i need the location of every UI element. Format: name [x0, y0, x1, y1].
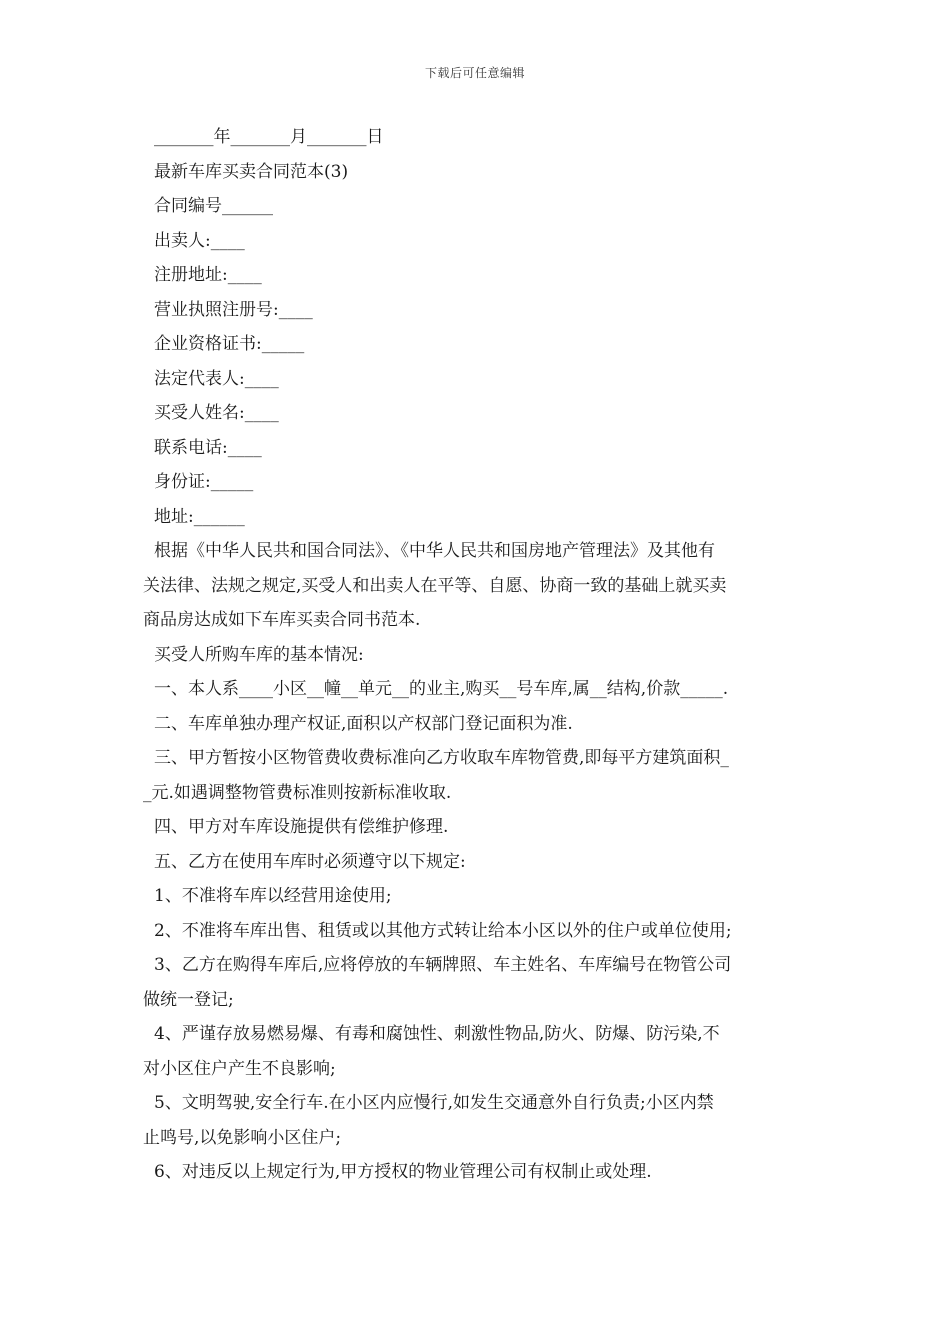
- rule-4-line-2: 对小区住户产生不良影响;: [143, 1058, 336, 1079]
- intro-line-2: 关法律、法规之规定,买受人和出卖人在平等、自愿、协商一致的基础上就买卖: [143, 575, 727, 596]
- clause-3-line-1: 三、甲方暂按小区物管费收费标准向乙方收取车库物管费,即每平方建筑面积_: [154, 748, 729, 768]
- qualification-certificate-field: 企业资格证书:_____: [154, 334, 305, 354]
- address-field: 地址:______: [154, 506, 245, 527]
- seller-field: 出卖人:____: [154, 230, 245, 251]
- clause-1: 一、本人系____小区__幢__单元__的业主,购买__号车库,属__结构,价款_____.: [154, 679, 729, 699]
- buyer-name-field: 买受人姓名:____: [154, 403, 279, 423]
- phone-field: 联系电话:____: [154, 437, 262, 458]
- contract-number-field: 合同编号______: [154, 196, 273, 216]
- clause-4: 四、甲方对车库设施提供有偿维护修理.: [154, 817, 449, 837]
- rule-6: 6、对违反以上规定行为,甲方授权的物业管理公司有权制止或处理.: [154, 1162, 652, 1182]
- rule-3-line-2: 做统一登记;: [143, 989, 234, 1010]
- rule-3-line-1: 3、乙方在购得车库后,应将停放的车辆牌照、车主姓名、车库编号在物管公司: [154, 955, 732, 975]
- basic-info-heading: 买受人所购车库的基本情况:: [154, 644, 364, 665]
- rule-5-line-1: 5、文明驾驶,安全行车.在小区内应慢行,如发生交通意外自行负责;小区内禁: [154, 1093, 714, 1113]
- intro-line-1: 根据《中华人民共和国合同法》、《中华人民共和国房地产管理法》及其他有: [154, 541, 715, 561]
- rule-1: 1、不准将车库以经营用途使用;: [154, 886, 392, 906]
- rule-4: [143, 1017, 815, 1086]
- rule-4-line-1: 4、严谨存放易燃易爆、有毒和腐蚀性、刺激性物品,防火、防爆、防污染,不: [154, 1024, 720, 1044]
- id-card-field: 身份证:_____: [154, 472, 254, 492]
- rule-3: [143, 948, 815, 1017]
- document-body: [143, 120, 815, 1190]
- clause-5: 五、乙方在使用车库时必须遵守以下规定:: [154, 851, 466, 872]
- registered-address-field: 注册地址:____: [154, 265, 262, 285]
- business-license-field: 营业执照注册号:____: [154, 299, 313, 320]
- rule-2: 2、不准将车库出售、租赁或以其他方式转让给本小区以外的住户或单位使用;: [154, 920, 732, 941]
- legal-representative-field: 法定代表人:____: [154, 368, 279, 389]
- rule-5: [143, 1086, 815, 1155]
- clause-3-line-2: _元.如遇调整物管费标准则按新标准收取.: [143, 782, 452, 803]
- intro-paragraph: [143, 534, 815, 638]
- date-line: _______年_______月_______日: [154, 127, 384, 147]
- document-title: 最新车库买卖合同范本(3): [154, 161, 349, 182]
- page-header-note: 下载后可任意编辑: [424, 66, 525, 80]
- clause-2: 二、车库单独办理产权证,面积以产权部门登记面积为准.: [154, 713, 573, 734]
- intro-line-3: 商品房达成如下车库买卖合同书范本.: [143, 610, 421, 630]
- rule-5-line-2: 止鸣号,以免影响小区住户;: [143, 1127, 342, 1148]
- clause-3: [143, 741, 815, 810]
